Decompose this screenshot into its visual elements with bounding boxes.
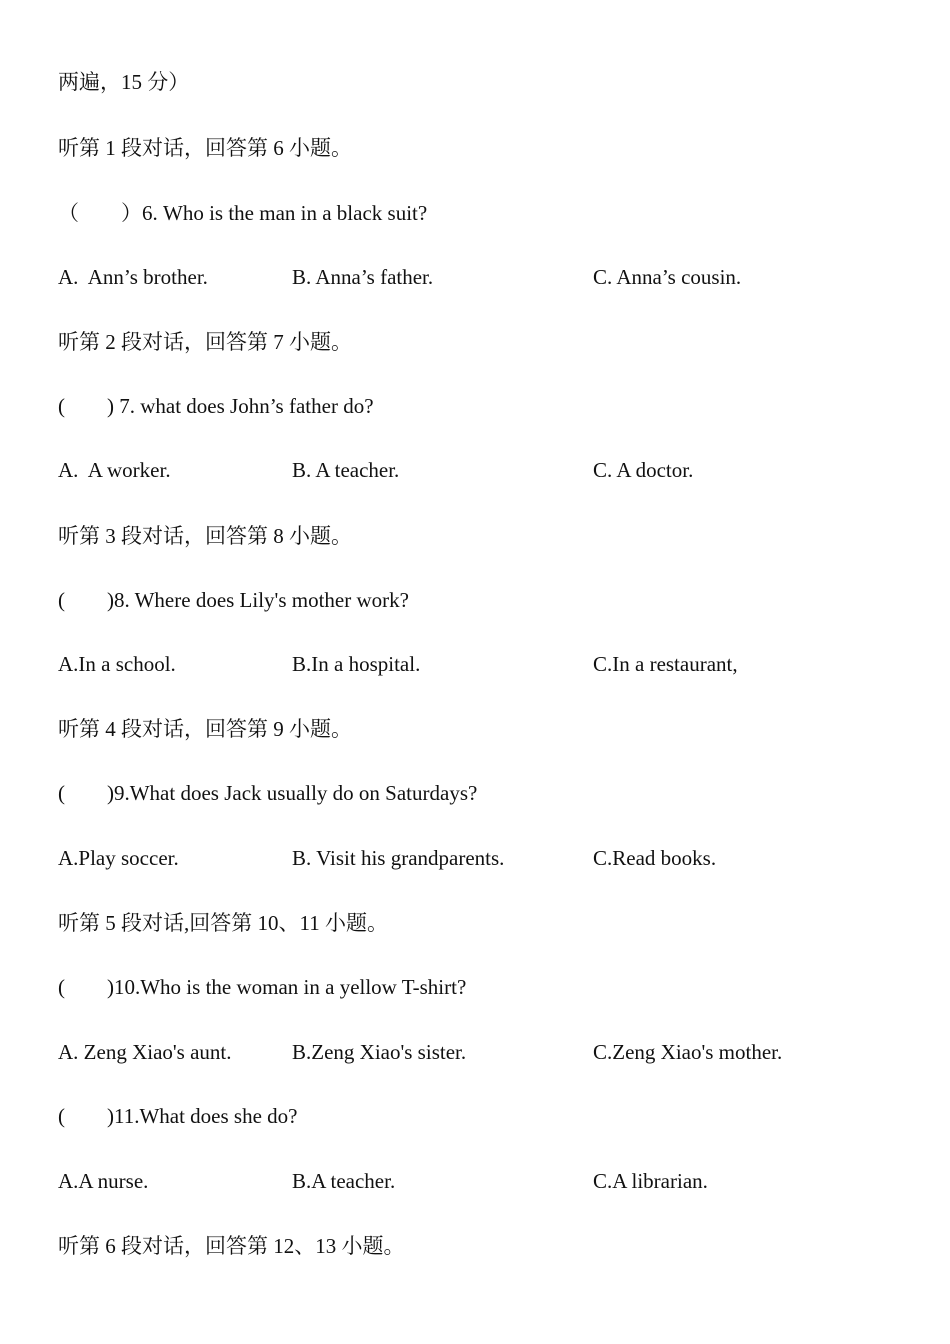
question-10-option-c: C.Zeng Xiao's mother.	[593, 1040, 783, 1064]
question-6-option-c: C. Anna’s cousin.	[593, 265, 742, 289]
question-6-option-b: B. Anna’s father.	[292, 265, 434, 289]
section-5-instruction: 听第 5 段对话,回答第 10、11 小题。	[58, 911, 388, 935]
question-10-option-a: A. Zeng Xiao's aunt.	[58, 1040, 232, 1064]
section-3-instruction: 听第 3 段对话，回答第 8 小题。	[58, 524, 352, 548]
question-9-option-b: B. Visit his grandparents.	[292, 846, 505, 870]
question-11-option-a: A.A nurse.	[58, 1169, 149, 1193]
question-7-stem: ( ) 7. what does John’s father do?	[58, 394, 374, 418]
question-9-option-a: A.Play soccer.	[58, 846, 179, 870]
question-11-option-c: C.A librarian.	[593, 1169, 708, 1193]
question-11-stem: ( )11.What does she do?	[58, 1104, 298, 1128]
header-fragment: 两遍，15 分）	[58, 70, 190, 94]
section-1-instruction: 听第 1 段对话，回答第 6 小题。	[58, 136, 352, 160]
question-9-stem: ( )9.What does Jack usually do on Saturdays?	[58, 781, 478, 805]
question-8-stem: ( )8. Where does Lily's mother work?	[58, 588, 409, 612]
question-7-option-a: A. A worker.	[58, 458, 171, 482]
question-10-option-b: B.Zeng Xiao's sister.	[292, 1040, 467, 1064]
section-6-instruction: 听第 6 段对话，回答第 12、13 小题。	[58, 1234, 405, 1258]
question-8-option-c: C.In a restaurant,	[593, 652, 738, 676]
section-2-instruction: 听第 2 段对话，回答第 7 小题。	[58, 330, 352, 354]
question-7-option-b: B. A teacher.	[292, 458, 400, 482]
question-11-option-b: B.A teacher.	[292, 1169, 396, 1193]
question-8-option-a: A.In a school.	[58, 652, 176, 676]
question-8-option-b: B.In a hospital.	[292, 652, 421, 676]
question-9-option-c: C.Read books.	[593, 846, 717, 870]
section-4-instruction: 听第 4 段对话，回答第 9 小题。	[58, 717, 352, 741]
question-7-option-c: C. A doctor.	[593, 458, 694, 482]
question-6-option-a: A. Ann’s brother.	[58, 265, 208, 289]
question-6-stem: （ ）6. Who is the man in a black suit?	[58, 201, 428, 225]
question-10-stem: ( )10.Who is the woman in a yellow T-shirt?	[58, 975, 467, 999]
